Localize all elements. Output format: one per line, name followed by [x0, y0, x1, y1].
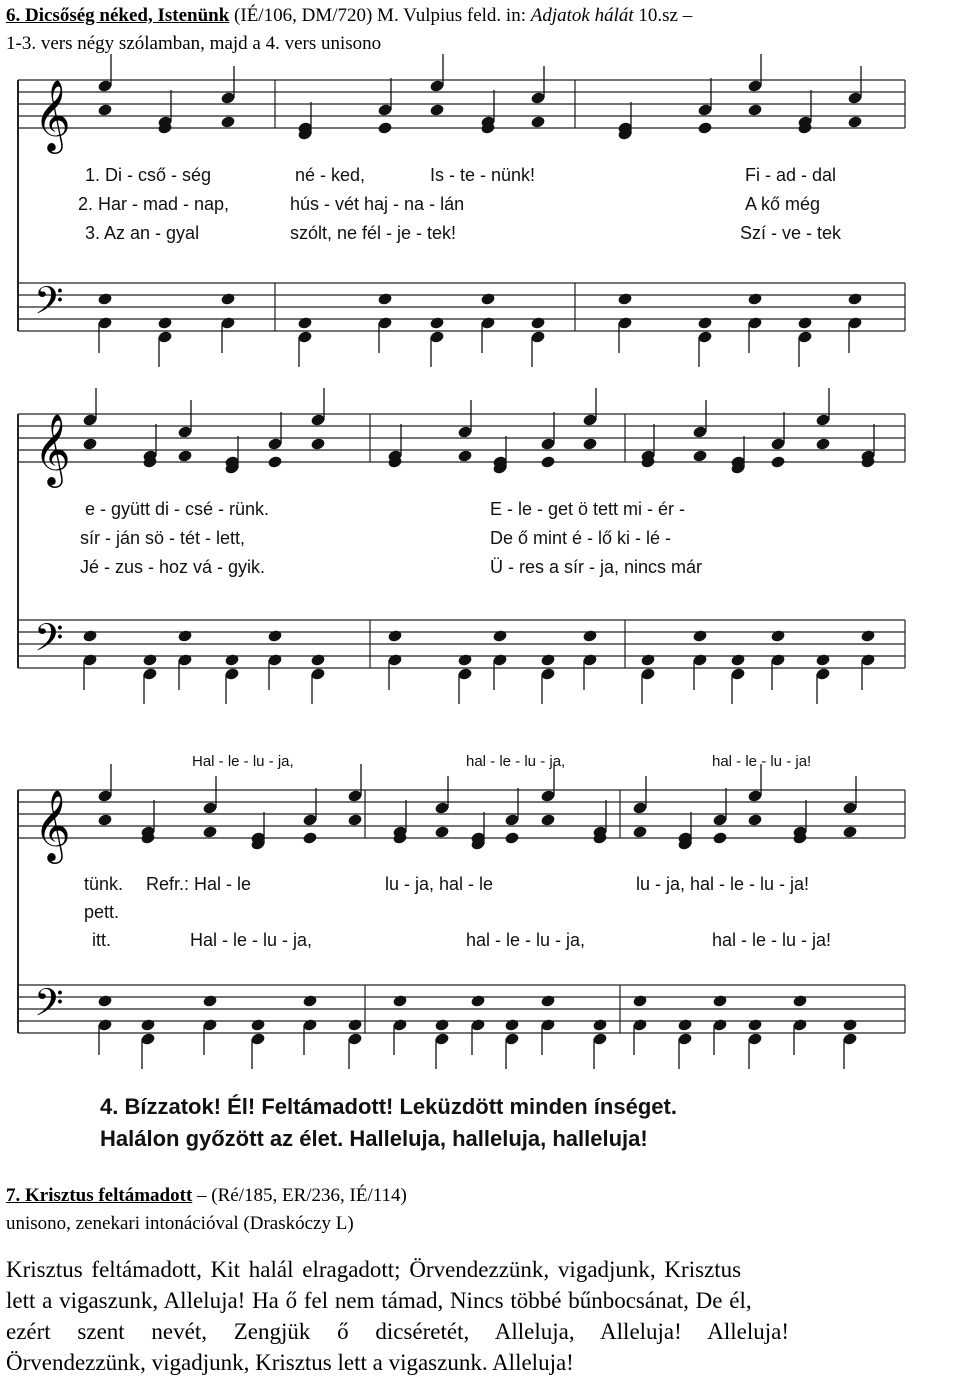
lyric: Hal - le - lu - ja,	[192, 753, 294, 770]
note-head	[860, 629, 876, 643]
lyric: A kő még	[745, 194, 821, 214]
note-head	[530, 316, 546, 330]
note-head	[712, 994, 728, 1008]
lyric: hal - le - lu - ja,	[466, 930, 586, 950]
note-head	[97, 813, 113, 827]
note-head	[457, 449, 473, 463]
note-head	[730, 653, 746, 667]
verse4-line1: 4. Bízzatok! Él! Feltámadott! Leküzdött minden ínséget.	[100, 1094, 677, 1119]
note-head	[692, 629, 708, 643]
system2-lyrics	[80, 499, 702, 577]
note-head	[97, 292, 113, 306]
hymn7-header	[6, 1184, 407, 1208]
lyric: hal - le - lu - ja,	[466, 753, 566, 770]
note-head	[177, 449, 193, 463]
note-head	[392, 994, 408, 1008]
hymn7-title: 7. Krisztus feltámadott	[6, 1185, 193, 1206]
note-head	[377, 292, 393, 306]
lyric: hal - le - lu - ja!	[712, 930, 832, 950]
bass-clef-icon: 𝄢	[34, 278, 64, 332]
hymn7-text	[6, 1254, 958, 1378]
note-head	[842, 825, 858, 839]
lyric: Fi - ad - dal	[745, 165, 837, 185]
note-head	[540, 994, 556, 1008]
note-head	[712, 831, 728, 845]
hymn7-subtitle: unisono, zenekari intonációval (Draskóczy L)	[6, 1213, 354, 1234]
note-head	[140, 1018, 156, 1032]
lyric: hús - vét haj - na - lán	[290, 194, 465, 214]
note-head	[142, 653, 158, 667]
note-head	[592, 1018, 608, 1032]
verse4-line2: Halálon győzött az élet. Halleluja, halleluja, halleluja!	[100, 1126, 648, 1151]
note-head	[434, 825, 450, 839]
note-head	[302, 831, 318, 845]
note-head	[177, 629, 193, 643]
lyric: E - le - get ö tett mi - ér -	[490, 499, 686, 519]
hymn6-meta: (IÉ/106, DM/720) M. Vulpius feld. in:	[234, 5, 526, 26]
hymn7-meta: – (Ré/185, ER/236, IÉ/114)	[197, 1185, 407, 1206]
note-head	[677, 1018, 693, 1032]
lyric: Szí - ve - tek	[740, 223, 842, 243]
note-head	[640, 653, 656, 667]
note-head	[377, 121, 393, 135]
note-head	[747, 292, 763, 306]
note-head	[82, 437, 98, 451]
lyric: De ő mint é - lő ki - lé -	[490, 528, 672, 548]
note-head	[815, 653, 831, 667]
note-head	[747, 813, 763, 827]
note-head	[847, 292, 863, 306]
treble-clef-icon: 𝄞	[34, 788, 71, 861]
lyric: pett.	[84, 902, 120, 922]
lyric: szólt, ne fél - je - tek!	[290, 223, 457, 243]
system3-lyrics	[84, 753, 831, 950]
treble-clef-icon: 𝄞	[34, 78, 71, 151]
note-head	[815, 437, 831, 451]
note-head	[297, 316, 313, 330]
text-line: Krisztus feltámadott, Kit halál elragadott; Örvendezzünk, vigadjunk, Krisztus	[6, 1257, 742, 1282]
note-head	[492, 629, 508, 643]
note-head	[480, 292, 496, 306]
lyric: Refr.: Hal - le	[146, 874, 252, 894]
note-head	[504, 1018, 520, 1032]
hymn6-title: 6. Dicsőség néked, Istenünk	[6, 5, 230, 26]
lyric: 2. Har - mad - nap,	[78, 194, 230, 214]
note-head	[267, 455, 283, 469]
lyric: itt.	[92, 930, 112, 950]
note-head	[540, 653, 556, 667]
lyric: Hal - le - lu - ja,	[190, 930, 313, 950]
lyric: 1. Di - cső - ség	[85, 165, 212, 185]
note-head	[310, 653, 326, 667]
note-head	[220, 115, 236, 129]
lyric: sír - ján sö - tét - lett,	[80, 528, 246, 548]
note-head	[530, 115, 546, 129]
note-head	[697, 316, 713, 330]
note-head	[770, 629, 786, 643]
lyric: Ü - res a sír - ja, nincs már	[490, 557, 703, 577]
note-head	[842, 1018, 858, 1032]
note-head	[434, 1018, 450, 1032]
hymn6-source: Adjatok hálát	[530, 5, 634, 26]
note-head	[770, 455, 786, 469]
note-head	[697, 121, 713, 135]
lyric: lu - ja, hal - le - lu - ja!	[636, 874, 810, 894]
note-head	[540, 813, 556, 827]
note-head	[220, 292, 236, 306]
lyric: tünk.	[84, 874, 124, 894]
text-line: Örvendezzünk, vigadjunk, Krisztus lett a vigaszunk. Alleluja!	[6, 1350, 574, 1375]
note-head	[747, 103, 763, 117]
note-head	[267, 629, 283, 643]
note-head	[617, 292, 633, 306]
note-head	[97, 103, 113, 117]
note-head	[692, 449, 708, 463]
hymn6-subtitle: 1-3. vers négy szólamban, majd a 4. vers unisono	[6, 33, 382, 54]
note-head	[202, 994, 218, 1008]
note-head	[347, 1018, 363, 1032]
lyric: lu - ja, hal - le	[385, 874, 494, 894]
hymn6-meta2: 10.sz –	[638, 5, 693, 26]
note-head	[347, 813, 363, 827]
note-head	[202, 825, 218, 839]
note-head	[792, 994, 808, 1008]
bass-clef-icon: 𝄢	[34, 980, 64, 1034]
lyric: hal - le - lu - ja!	[712, 753, 812, 770]
note-head	[387, 629, 403, 643]
lyric: né - ked,	[295, 165, 366, 185]
note-head	[157, 316, 173, 330]
text-line: ezért szent nevét, Zengjük ő dicséretét, Alleluja, Alleluja! Alleluja!	[6, 1319, 790, 1344]
note-head	[747, 1018, 763, 1032]
note-head	[310, 437, 326, 451]
text-line: lett a vigaszunk, Alleluja! Ha ő fel nem támad, Nincs többé bűnbocsánat, De él,	[6, 1288, 752, 1313]
note-head	[847, 115, 863, 129]
note-head	[797, 316, 813, 330]
note-head	[470, 994, 486, 1008]
note-head	[224, 653, 240, 667]
note-head	[429, 316, 445, 330]
note-head	[429, 103, 445, 117]
note-head	[302, 994, 318, 1008]
note-head	[582, 629, 598, 643]
lyric: Jé - zus - hoz vá - gyik.	[80, 557, 266, 577]
note-head	[82, 629, 98, 643]
note-head	[540, 455, 556, 469]
lyric: e - gyütt di - csé - rünk.	[85, 499, 270, 519]
lyric: Is - te - nünk!	[430, 165, 536, 185]
note-head	[582, 437, 598, 451]
system1-lyrics	[78, 165, 842, 243]
note-head	[632, 825, 648, 839]
note-head	[457, 653, 473, 667]
note-head	[97, 994, 113, 1008]
note-head	[250, 1018, 266, 1032]
note-head	[632, 994, 648, 1008]
treble-clef-icon: 𝄞	[34, 412, 71, 485]
note-head	[504, 831, 520, 845]
bass-clef-icon: 𝄢	[34, 615, 64, 669]
lyric: 3. Az an - gyal	[85, 223, 200, 243]
